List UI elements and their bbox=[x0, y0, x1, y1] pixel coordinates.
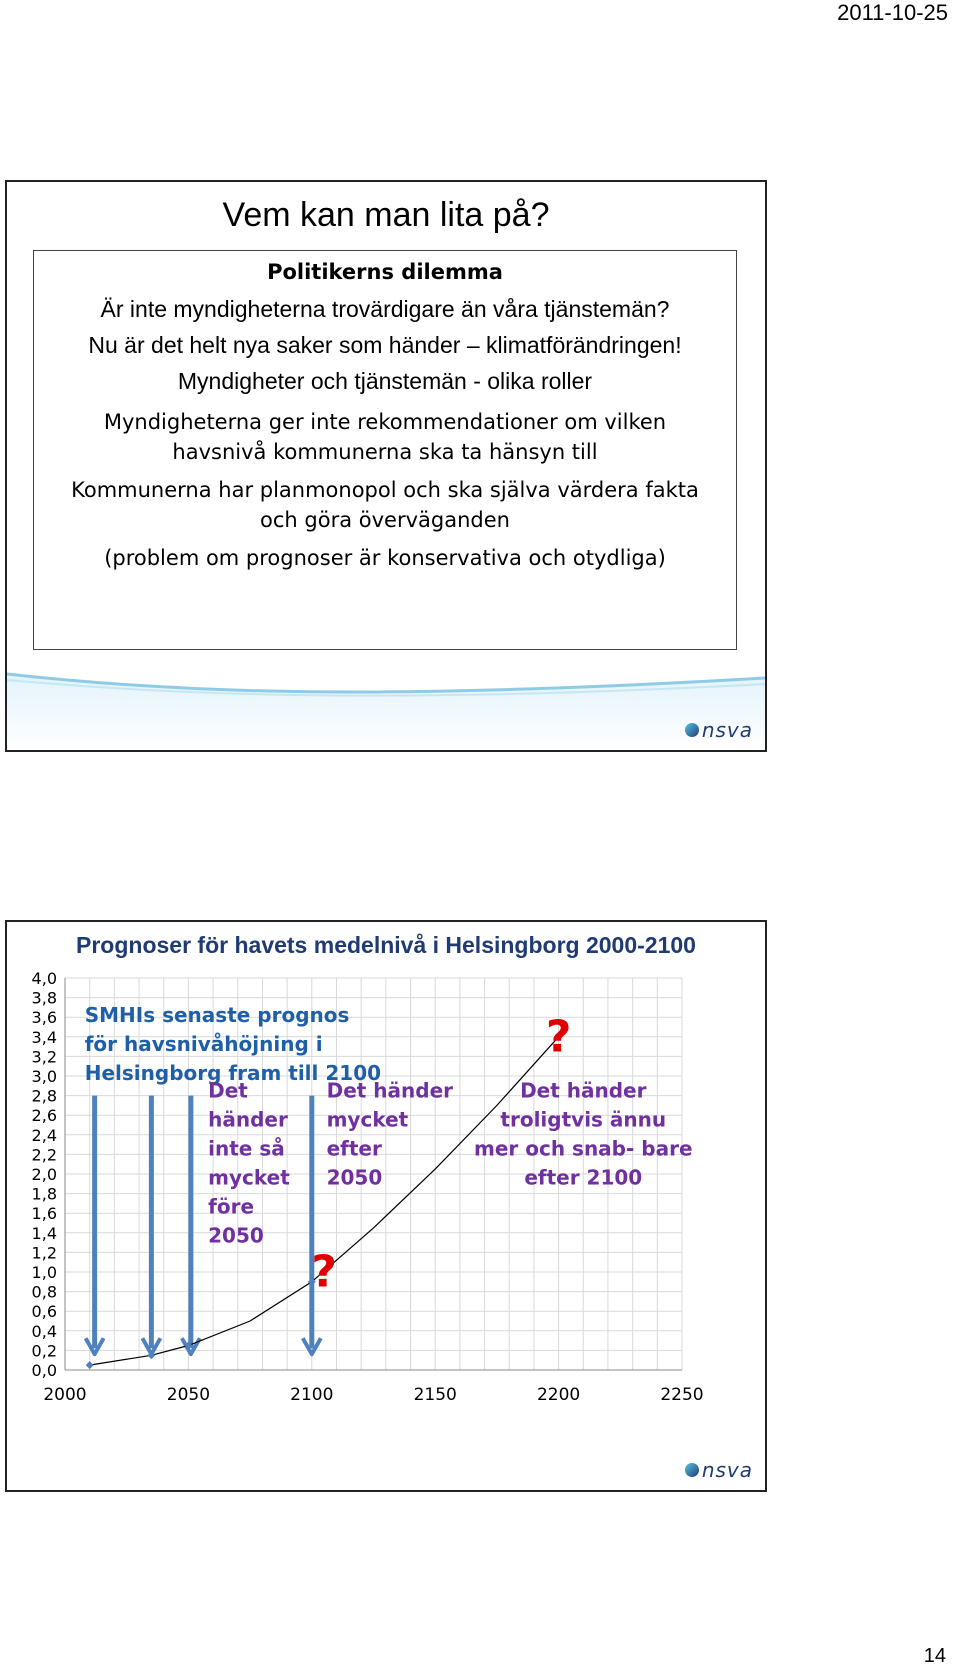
annotation-line: 2050 bbox=[208, 1223, 264, 1248]
y-tick-label: 0,8 bbox=[31, 1282, 57, 1302]
annotation-line: efter 2100 bbox=[524, 1165, 643, 1190]
annotation-line: mycket bbox=[208, 1165, 290, 1190]
annotation-line: Det bbox=[208, 1078, 248, 1103]
y-tick-label: 2,4 bbox=[31, 1125, 57, 1145]
forecast-chart bbox=[7, 970, 765, 1440]
annotation-line: SMHIs senaste prognos bbox=[84, 1003, 350, 1028]
slide-title: Vem kan man lita på? bbox=[222, 196, 550, 234]
annotation-line: mycket bbox=[326, 1107, 409, 1132]
y-tick-label: 1,4 bbox=[31, 1223, 57, 1243]
nsva-logo bbox=[685, 1458, 753, 1482]
y-tick-label: 1,2 bbox=[31, 1243, 57, 1263]
content-line: Myndigheterna ger inte rekommendationer om vilken bbox=[103, 410, 667, 434]
trend-curve bbox=[90, 1037, 559, 1365]
y-tick-label: 3,4 bbox=[31, 1027, 57, 1047]
x-tick-label: 2000 bbox=[43, 1385, 87, 1405]
content-line: och göra överväganden bbox=[260, 508, 510, 532]
y-tick-label: 0,0 bbox=[31, 1361, 57, 1380]
y-tick-label: 2,8 bbox=[31, 1086, 57, 1106]
y-tick-label: 3,2 bbox=[31, 1047, 57, 1067]
content-line: Myndigheter och tjänstemän - olika roller bbox=[177, 368, 593, 394]
annotation-line: före bbox=[208, 1194, 255, 1219]
logo-drop-icon bbox=[685, 1463, 699, 1477]
content-line: Nu är det helt nya saker som händer – klimatförändringen! bbox=[88, 332, 682, 358]
annotation-line: Det händer bbox=[326, 1078, 454, 1103]
y-tick-label: 2,0 bbox=[31, 1165, 57, 1184]
annotation-line: efter bbox=[326, 1136, 382, 1161]
annotation-line: inte så bbox=[208, 1136, 285, 1161]
annotation-line: mer och snab- bare bbox=[474, 1136, 693, 1161]
y-tick-label: 0,6 bbox=[31, 1302, 57, 1322]
data-point bbox=[86, 1361, 94, 1369]
annotation-line: händer bbox=[208, 1107, 288, 1132]
y-tick-label: 0,4 bbox=[31, 1321, 57, 1341]
y-tick-label: 3,8 bbox=[31, 988, 57, 1008]
content-line: (problem om prognoser är konservativa och otydliga) bbox=[104, 546, 666, 570]
y-tick-label: 2,2 bbox=[31, 1145, 57, 1165]
logo-text: nsva bbox=[701, 718, 753, 742]
x-tick-label: 2150 bbox=[413, 1385, 457, 1405]
slide-forecast bbox=[5, 920, 767, 1492]
x-tick-label: 2200 bbox=[536, 1385, 581, 1405]
y-tick-label: 3,0 bbox=[31, 1067, 57, 1086]
y-tick-label: 1,0 bbox=[31, 1263, 57, 1282]
annotation-line: troligtvis ännu bbox=[500, 1107, 667, 1132]
nsva-logo bbox=[685, 718, 753, 742]
y-tick-label: 1,6 bbox=[31, 1204, 57, 1224]
y-tick-label: 1,8 bbox=[31, 1184, 57, 1204]
y-tick-label: 0,2 bbox=[31, 1341, 57, 1361]
annotation-line: för havsnivåhöjning i bbox=[84, 1032, 323, 1057]
logo-text: nsva bbox=[701, 1458, 753, 1482]
y-tick-label: 2,6 bbox=[31, 1106, 57, 1126]
chart-title: Prognoser för havets medelnivå i Helsingborg 2000-2100 bbox=[76, 932, 696, 958]
content-line: Är inte myndigheterna trovärdigare än våra tjänstemän? bbox=[100, 296, 670, 322]
content-heading: Politikerns dilemma bbox=[267, 260, 503, 284]
question-mark: ? bbox=[311, 1246, 337, 1298]
y-tick-label: 4,0 bbox=[31, 970, 57, 988]
content-line: havsnivå kommunerna ska ta hänsyn till bbox=[172, 440, 598, 464]
x-tick-label: 2050 bbox=[166, 1385, 211, 1405]
question-mark: ? bbox=[545, 1011, 572, 1063]
logo-drop-icon bbox=[685, 723, 699, 737]
content-box bbox=[33, 250, 737, 650]
annotation-line: Det händer bbox=[520, 1078, 647, 1103]
slide-trust bbox=[5, 180, 767, 752]
wave-decoration bbox=[7, 660, 765, 750]
content-line: Kommunerna har planmonopol och ska själva värdera fakta bbox=[71, 478, 699, 502]
page-number: 14 bbox=[923, 1645, 946, 1667]
page-date: 2011-10-25 bbox=[837, 0, 948, 25]
x-tick-label: 2100 bbox=[290, 1385, 334, 1405]
x-tick-label: 2250 bbox=[660, 1385, 704, 1405]
y-tick-label: 3,6 bbox=[31, 1008, 57, 1028]
annotation-line: Helsingborg fram till 2100 bbox=[84, 1061, 382, 1086]
annotation-line: 2050 bbox=[326, 1165, 383, 1190]
